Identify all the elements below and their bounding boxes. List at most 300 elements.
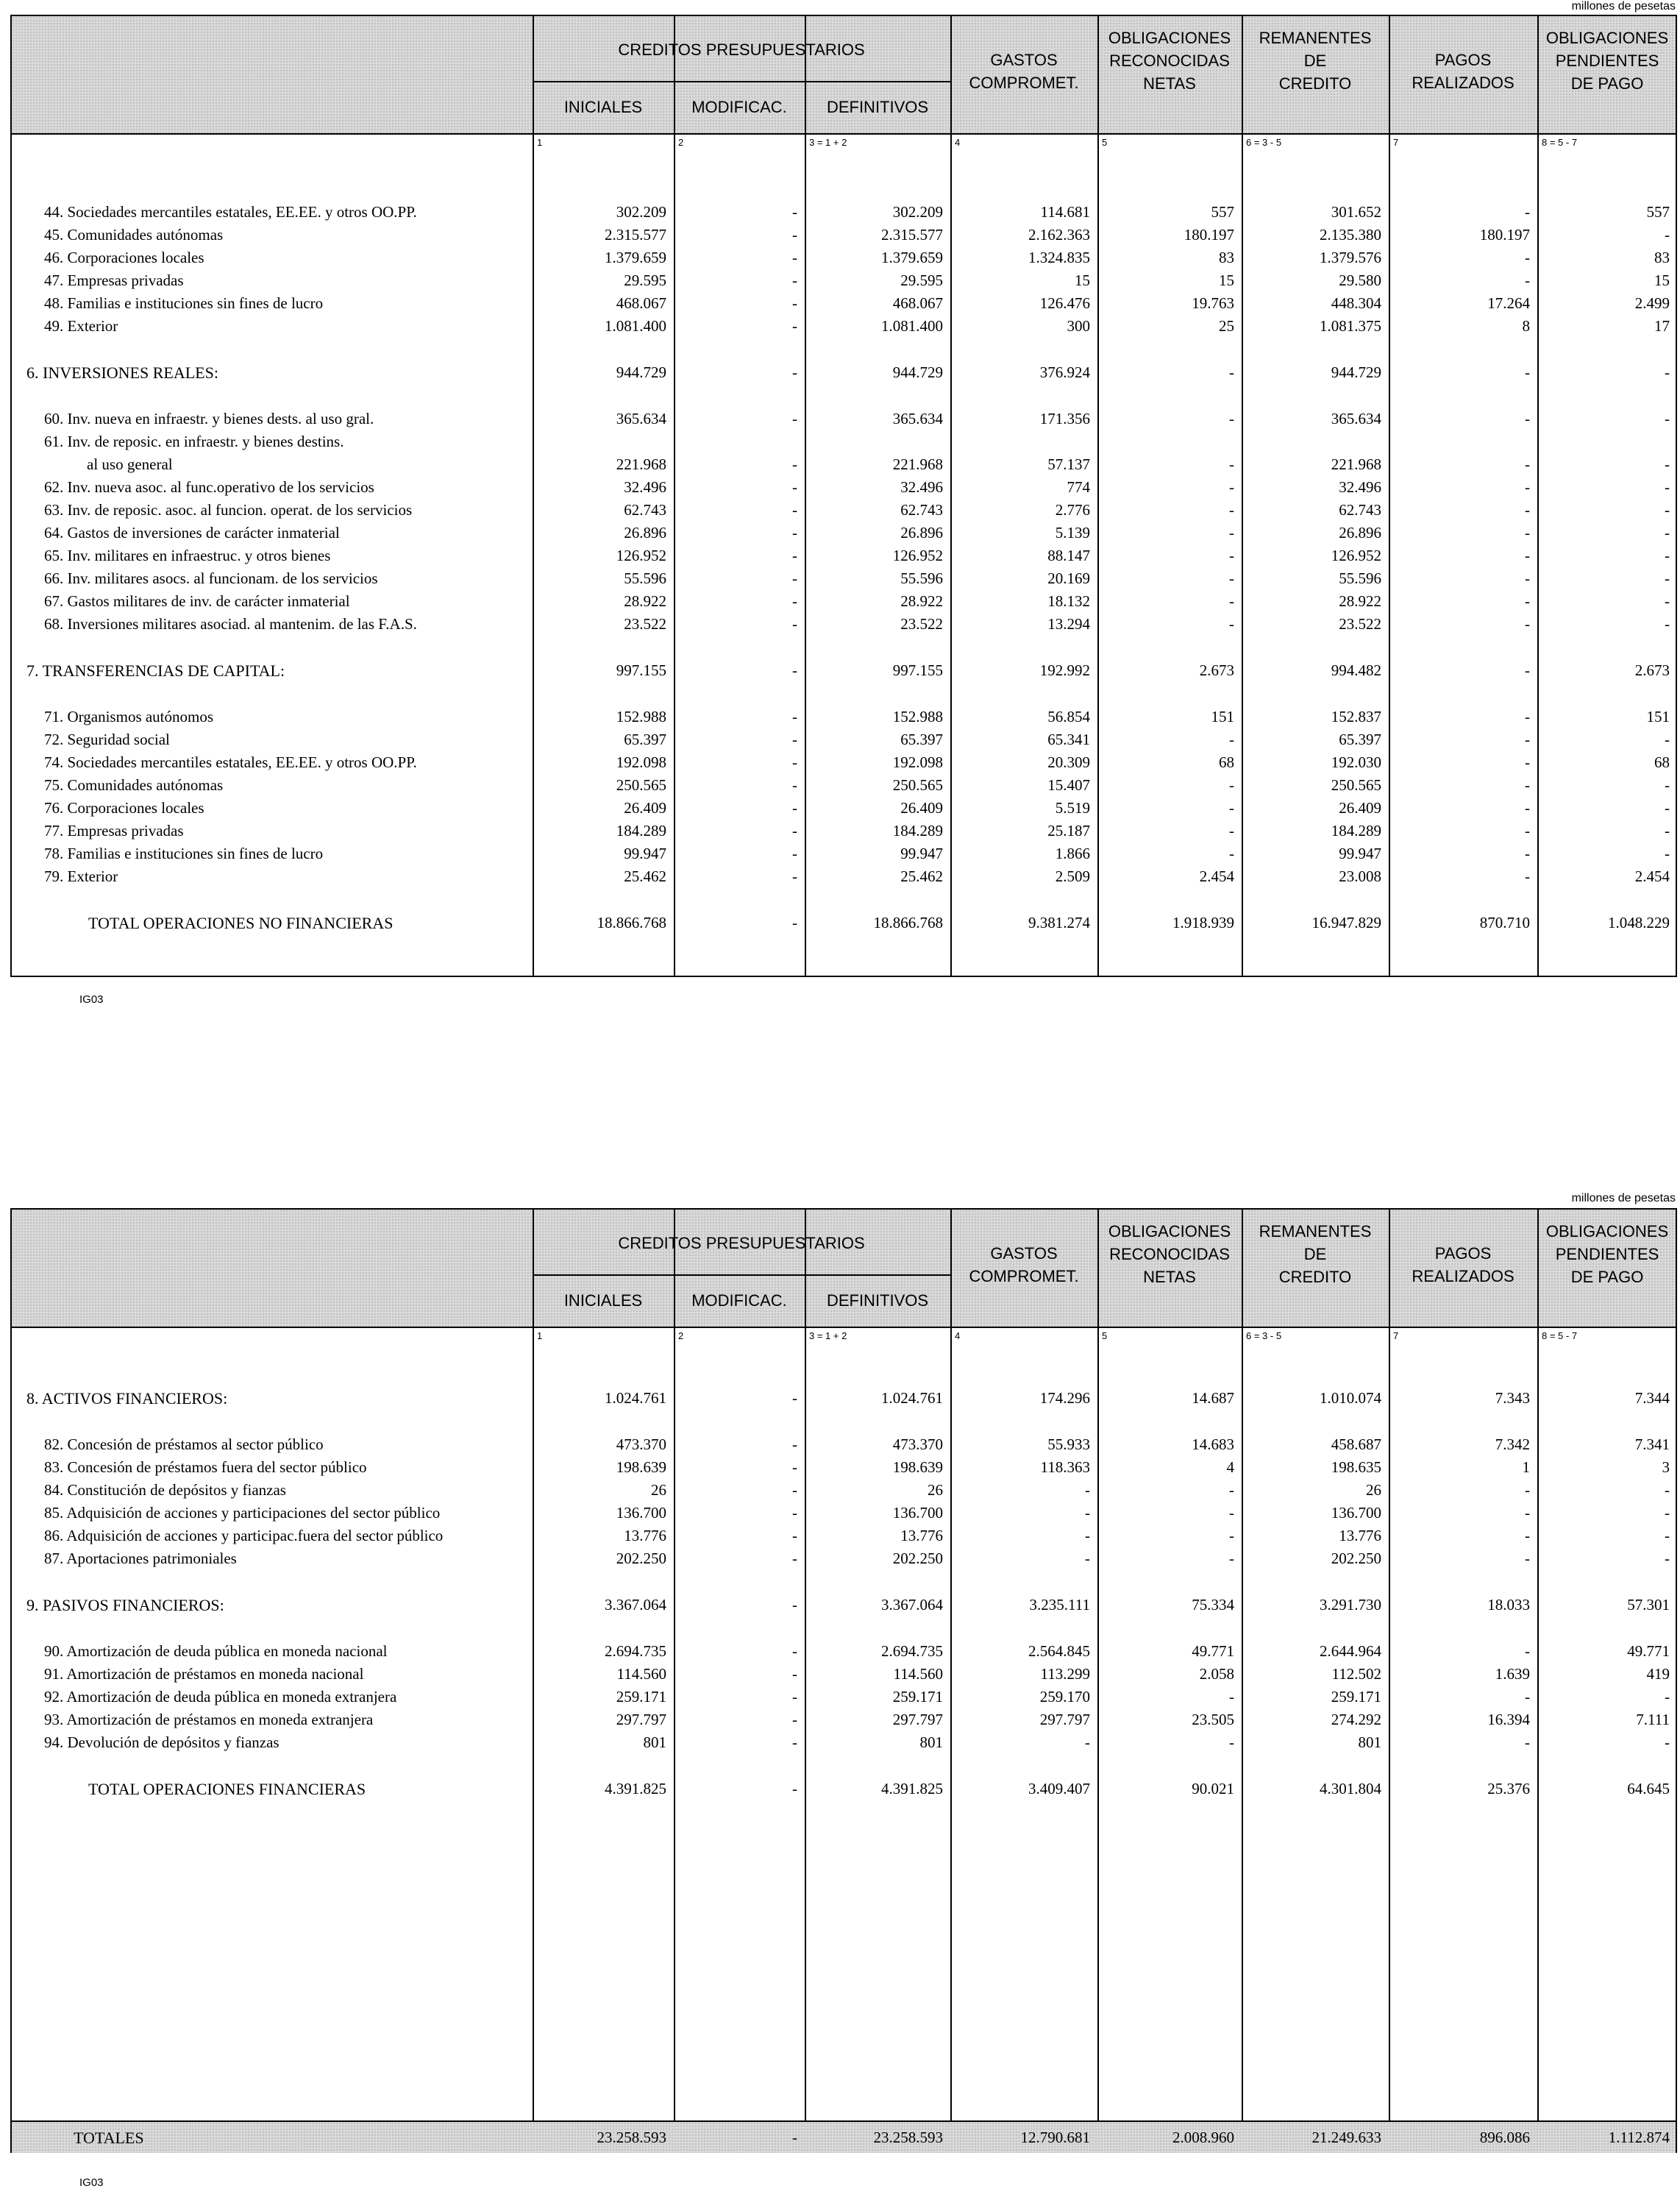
cell-value: 2.673	[1634, 661, 1670, 679]
header-modificac-line: MODIFICAC.	[691, 98, 787, 116]
table-row	[12, 820, 1676, 842]
cell-value: 62.743	[900, 501, 943, 519]
cell-value: -	[1665, 1481, 1670, 1499]
header-definitivos-line: DEFINITIVOS	[826, 1291, 929, 1310]
cell-value: -	[792, 501, 797, 519]
cell-value: 49.771	[1627, 1642, 1670, 1660]
cell-value: 774	[1067, 478, 1090, 496]
table-row	[12, 247, 1676, 269]
cell-value: -	[792, 753, 797, 771]
header-pendientes-line: DE PAGO	[1570, 74, 1644, 93]
cell-value: 944.729	[892, 363, 943, 381]
header-remanentes-line: REMANENTES	[1259, 1222, 1372, 1241]
cell-value: 1.918.939	[1172, 914, 1234, 931]
cell-value: -	[1665, 1688, 1670, 1706]
table-row	[12, 202, 1676, 223]
cell-value: -	[1525, 203, 1530, 221]
cell-value: -	[1525, 822, 1530, 840]
cell-value: 32.496	[900, 478, 943, 496]
header-pendientes	[1537, 26, 1677, 95]
cell-value: 152.837	[1331, 708, 1381, 725]
cell-value: -	[1525, 867, 1530, 885]
header-definitivos	[805, 1289, 950, 1312]
cell-value: -	[1665, 524, 1670, 542]
cell-value: -	[792, 478, 797, 496]
cell-value: -	[792, 1642, 797, 1660]
cell-value: 26.409	[1339, 799, 1381, 817]
cell-value: -	[1525, 501, 1530, 519]
cell-value: -	[792, 845, 797, 862]
cell-value: -	[1665, 615, 1670, 633]
row-label: 45. Comunidades autónomas	[44, 226, 224, 244]
cell-value: -	[792, 294, 797, 312]
header-divider	[533, 81, 950, 82]
cell-value: 2.499	[1634, 294, 1670, 312]
table-row	[12, 316, 1676, 337]
row-label: 87. Aportaciones patrimoniales	[44, 1550, 237, 1567]
column-number: 1	[537, 1330, 543, 1341]
cell-value: -	[1525, 731, 1530, 748]
cell-value: -	[1229, 731, 1234, 748]
cell-value: 1.048.229	[1608, 914, 1670, 931]
cell-value: -	[792, 708, 797, 725]
cell-value: 274.292	[1331, 1711, 1381, 1728]
cell-value: -	[1085, 1733, 1090, 1751]
cell-value: 13.294	[1047, 615, 1090, 633]
cell-value: 9.381.274	[1028, 914, 1090, 931]
row-label: 66. Inv. militares asocs. al funcionam. de los servicios	[44, 569, 378, 587]
cell-value: -	[1665, 1550, 1670, 1567]
grand-total-value: 23.258.593	[873, 2129, 943, 2146]
cell-value: 126.476	[1039, 294, 1090, 312]
cell-value: 3.409.407	[1028, 1780, 1090, 1797]
row-label: 9. PASIVOS FINANCIEROS:	[26, 1596, 224, 1614]
header-definitivos-line: DEFINITIVOS	[826, 98, 929, 116]
cell-value: -	[1229, 1733, 1234, 1751]
cell-value: -	[792, 249, 797, 266]
table-row	[12, 270, 1676, 291]
cell-value: 15	[1654, 271, 1670, 289]
cell-value: -	[1229, 776, 1234, 794]
cell-value: 557	[1646, 203, 1670, 221]
header-gastos-line: GASTOS	[990, 1244, 1058, 1263]
cell-value: -	[792, 1596, 797, 1614]
cell-value: 57.301	[1627, 1596, 1670, 1614]
cell-value: -	[792, 524, 797, 542]
cell-value: -	[1525, 1642, 1530, 1660]
header-pendientes-line: DE PAGO	[1570, 1268, 1644, 1286]
cell-value: 870.710	[1479, 914, 1530, 931]
column-number: 5	[1102, 137, 1108, 148]
cell-value: 23.522	[900, 615, 943, 633]
column-number: 2	[678, 1330, 684, 1341]
cell-value: -	[792, 867, 797, 885]
cell-value: 557	[1211, 203, 1234, 221]
cell-value: -	[1525, 753, 1530, 771]
header-iniciales	[533, 1289, 674, 1312]
row-label: 68. Inversiones militares asociad. al mantenim. de las F.A.S.	[44, 615, 417, 633]
cell-value: 198.639	[892, 1458, 943, 1476]
cell-value: 26	[928, 1481, 943, 1499]
cell-value: -	[1229, 1481, 1234, 1499]
cell-value: -	[1525, 547, 1530, 564]
header-obligaciones-line: OBLIGACIONES	[1108, 29, 1231, 47]
row-label: 64. Gastos de inversiones de carácter inmaterial	[44, 524, 340, 542]
cell-value: -	[1665, 410, 1670, 427]
table-row	[12, 545, 1676, 567]
row-label: 79. Exterior	[44, 867, 118, 885]
row-label: 75. Comunidades autónomas	[44, 776, 224, 794]
cell-value: 1.081.400	[605, 317, 666, 335]
cell-value: 419	[1646, 1665, 1670, 1683]
cell-value: 376.924	[1039, 363, 1090, 381]
cell-value: 114.560	[893, 1665, 943, 1683]
cell-value: 99.947	[1339, 845, 1381, 862]
cell-value: 300	[1067, 317, 1090, 335]
cell-value: -	[1229, 1688, 1234, 1706]
cell-value: -	[1665, 501, 1670, 519]
table-row	[12, 1434, 1676, 1455]
header-remanentes-line: DE	[1303, 1245, 1327, 1263]
cell-value: 25.187	[1047, 822, 1090, 840]
cell-value: 23.505	[1192, 1711, 1234, 1728]
budget-table-1	[10, 15, 1677, 977]
header-pagos-line: PAGOS	[1434, 1244, 1492, 1263]
table-row	[12, 1502, 1676, 1524]
cell-value: 2.776	[1055, 501, 1090, 519]
table-row	[12, 500, 1676, 521]
cell-value: 2.509	[1055, 867, 1090, 885]
cell-value: 20.309	[1047, 753, 1090, 771]
cell-value: -	[792, 1550, 797, 1567]
row-label: 7. TRANSFERENCIAS DE CAPITAL:	[26, 661, 285, 680]
cell-value: 1.081.400	[881, 317, 943, 335]
cell-value: 56.854	[1047, 708, 1090, 725]
cell-value: 1.639	[1495, 1665, 1530, 1683]
grand-total-value: 21.249.633	[1311, 2129, 1381, 2146]
cell-value: -	[1665, 455, 1670, 473]
cell-value: 259.171	[1331, 1688, 1381, 1706]
row-label: TOTAL OPERACIONES FINANCIERAS	[88, 1780, 366, 1798]
header-pagos-line: PAGOS	[1434, 51, 1492, 69]
cell-value: 192.992	[1039, 661, 1090, 679]
cell-value: 202.250	[892, 1550, 943, 1567]
cell-value: 3.235.111	[1029, 1596, 1090, 1614]
cell-value: 26.409	[624, 799, 666, 817]
cell-value: 2.454	[1199, 867, 1234, 885]
table-row	[12, 1480, 1676, 1501]
cell-value: -	[1229, 455, 1234, 473]
table-row	[12, 477, 1676, 498]
cell-value: 2.135.380	[1320, 226, 1381, 244]
header-creditos	[533, 38, 950, 61]
cell-value: 65.341	[1047, 731, 1090, 748]
cell-value: 301.652	[1331, 203, 1381, 221]
cell-value: 28.922	[900, 592, 943, 610]
cell-value: 83	[1654, 249, 1670, 266]
cell-value: -	[792, 914, 797, 931]
cell-value: -	[1665, 1527, 1670, 1544]
cell-value: -	[1229, 822, 1234, 840]
row-label: 62. Inv. nueva asoc. al func.operativo de los servicios	[44, 478, 374, 496]
cell-value: 68	[1654, 753, 1670, 771]
cell-value: 15.407	[1047, 776, 1090, 794]
table-row	[12, 1548, 1676, 1569]
cell-value: 65.397	[624, 731, 666, 748]
column-number: 6 = 3 - 5	[1246, 137, 1282, 148]
cell-value: 62.743	[1339, 501, 1381, 519]
cell-value: 297.797	[616, 1711, 666, 1728]
cell-value: 126.952	[616, 547, 666, 564]
cell-value: 801	[1358, 1733, 1381, 1751]
cell-value: -	[1229, 363, 1234, 381]
header-gastos-line: GASTOS	[990, 51, 1058, 69]
cell-value: 136.700	[892, 1504, 943, 1522]
grand-total-label: TOTALES	[74, 2129, 144, 2147]
header-iniciales-line: INICIALES	[563, 98, 643, 116]
header-obligaciones	[1097, 1220, 1242, 1288]
cell-value: -	[1525, 799, 1530, 817]
cell-value: -	[1229, 1504, 1234, 1522]
cell-value: 7.111	[1636, 1711, 1670, 1728]
grand-total-value: 2.008.960	[1172, 2129, 1234, 2146]
cell-value: 2.694.735	[605, 1642, 666, 1660]
cell-value: 250.565	[892, 776, 943, 794]
row-label: 44. Sociedades mercantiles estatales, EE.EE. y otros OO.PP.	[44, 203, 417, 221]
cell-value: -	[792, 569, 797, 587]
cell-value: 13.776	[624, 1527, 666, 1544]
row-label: 82. Concesión de préstamos al sector público	[44, 1435, 324, 1453]
cell-value: 2.315.577	[881, 226, 943, 244]
cell-value: 2.673	[1199, 661, 1234, 679]
cell-value: -	[1665, 592, 1670, 610]
cell-value: 250.565	[1331, 776, 1381, 794]
header-remanentes-line: CREDITO	[1278, 1268, 1352, 1286]
cell-value: 99.947	[624, 845, 666, 862]
header-obligaciones	[1097, 26, 1242, 95]
cell-value: -	[1229, 501, 1234, 519]
header-creditos-line: CREDITOS PRESUPUESTARIOS	[618, 40, 865, 59]
cell-value: 192.098	[892, 753, 943, 771]
table-row	[12, 752, 1676, 773]
chapter-row	[12, 1594, 1676, 1616]
cell-value: -	[792, 661, 797, 679]
header-obligaciones-line: RECONOCIDAS	[1109, 1245, 1230, 1263]
row-label: 48. Familias e instituciones sin fines de lucro	[44, 294, 324, 312]
cell-value: -	[792, 271, 797, 289]
cell-value: 184.289	[616, 822, 666, 840]
table-row	[12, 454, 1676, 475]
row-label: 92. Amortización de deuda pública en moneda extranjera	[44, 1688, 397, 1706]
row-label: 49. Exterior	[44, 317, 118, 335]
row-label: 8. ACTIVOS FINANCIEROS:	[26, 1389, 228, 1408]
cell-value: 29.595	[900, 271, 943, 289]
cell-value: 259.170	[1039, 1688, 1090, 1706]
cell-value: 152.988	[892, 708, 943, 725]
cell-value: 64.645	[1627, 1780, 1670, 1797]
cell-value: -	[1229, 547, 1234, 564]
cell-value: 113.299	[1040, 1665, 1090, 1683]
cell-value: 297.797	[1039, 1711, 1090, 1728]
cell-value: -	[792, 1665, 797, 1683]
cell-value: 49.771	[1192, 1642, 1234, 1660]
header-definitivos	[805, 96, 950, 118]
cell-value: 26.896	[624, 524, 666, 542]
cell-value: 26.409	[900, 799, 943, 817]
page-code: IG03	[79, 993, 104, 1006]
cell-value: 65.397	[900, 731, 943, 748]
cell-value: 25.462	[900, 867, 943, 885]
table-row	[12, 866, 1676, 887]
cell-value: 29.595	[624, 271, 666, 289]
table-row	[12, 798, 1676, 819]
cell-value: -	[1525, 845, 1530, 862]
cell-value: 1.379.659	[605, 249, 666, 266]
row-label: 67. Gastos militares de inv. de carácter inmaterial	[44, 592, 350, 610]
cell-value: -	[792, 1481, 797, 1499]
header-remanentes-line: REMANENTES	[1259, 29, 1372, 47]
grand-total-value: 12.790.681	[1020, 2129, 1090, 2146]
cell-value: -	[1229, 410, 1234, 427]
cell-value: 1.379.659	[881, 249, 943, 266]
cell-value: -	[1525, 1527, 1530, 1544]
header-pendientes-line: PENDIENTES	[1555, 1245, 1659, 1263]
row-label: 74. Sociedades mercantiles estatales, EE.EE. y otros OO.PP.	[44, 753, 417, 771]
cell-value: -	[1665, 731, 1670, 748]
cell-value: 26	[1366, 1481, 1381, 1499]
row-label: 61. Inv. de reposic. en infraestr. y bienes destins.	[44, 433, 344, 450]
grand-total-row	[12, 2120, 1676, 2153]
header-pagos-line: REALIZADOS	[1412, 1267, 1515, 1285]
cell-value: 25	[1219, 317, 1234, 335]
cell-value: 17	[1654, 317, 1670, 335]
cell-value: 180.197	[1184, 226, 1234, 244]
cell-value: 90.021	[1192, 1780, 1234, 1797]
column-number: 5	[1102, 1330, 1108, 1341]
cell-value: -	[1525, 363, 1530, 381]
row-label: 60. Inv. nueva en infraestr. y bienes dests. al uso gral.	[44, 410, 374, 427]
cell-value: 136.700	[616, 1504, 666, 1522]
cell-value: 473.370	[616, 1435, 666, 1453]
cell-value: -	[1665, 822, 1670, 840]
cell-value: 4.391.825	[881, 1780, 943, 1797]
page-code-2: IG03	[79, 2176, 104, 2189]
header-pendientes-line: PENDIENTES	[1555, 52, 1659, 70]
cell-value: -	[792, 1458, 797, 1476]
cell-value: -	[1665, 547, 1670, 564]
cell-value: 55.596	[900, 569, 943, 587]
cell-value: 23.008	[1339, 867, 1381, 885]
cell-value: -	[1525, 249, 1530, 266]
unit-label: millones de pesetas	[1571, 0, 1676, 13]
header-remanentes-line: CREDITO	[1278, 74, 1352, 93]
cell-value: 468.067	[892, 294, 943, 312]
cell-value: -	[1665, 845, 1670, 862]
cell-value: 2.162.363	[1028, 226, 1090, 244]
cell-value: 14.687	[1192, 1389, 1234, 1407]
cell-value: 23.522	[1339, 615, 1381, 633]
chapter-row	[12, 660, 1676, 681]
header-gastos-line: COMPROMET.	[969, 1267, 1079, 1285]
cell-value: -	[792, 1733, 797, 1751]
cell-value: 4.391.825	[605, 1780, 666, 1797]
cell-value: 55.596	[1339, 569, 1381, 587]
cell-value: -	[1525, 708, 1530, 725]
cell-value: 997.155	[616, 661, 666, 679]
cell-value: -	[1229, 845, 1234, 862]
cell-value: 14.683	[1192, 1435, 1234, 1453]
row-label: 65. Inv. militares en infraestruc. y otros bienes	[44, 547, 331, 564]
cell-value: 3.367.064	[605, 1596, 666, 1614]
cell-value: 7.341	[1634, 1435, 1670, 1453]
column-number: 7	[1393, 137, 1399, 148]
column-number: 3 = 1 + 2	[809, 137, 847, 148]
cell-value: 1	[1522, 1458, 1530, 1476]
row-label: 46. Corporaciones locales	[44, 249, 204, 266]
cell-value: 2.644.964	[1320, 1642, 1381, 1660]
cell-value: 184.289	[1331, 822, 1381, 840]
cell-value: -	[1525, 478, 1530, 496]
cell-value: -	[1525, 592, 1530, 610]
table-row	[12, 729, 1676, 750]
cell-value: 198.639	[616, 1458, 666, 1476]
table-row	[12, 1709, 1676, 1731]
cell-value: -	[792, 731, 797, 748]
cell-value: -	[792, 776, 797, 794]
cell-value: 202.250	[1331, 1550, 1381, 1567]
cell-value: 23.522	[624, 615, 666, 633]
cell-value: -	[1229, 524, 1234, 542]
cell-value: 83	[1219, 249, 1234, 266]
cell-value: 1.324.835	[1028, 249, 1090, 266]
row-label: 78. Familias e instituciones sin fines de lucro	[44, 845, 324, 862]
column-number: 8 = 5 - 7	[1542, 137, 1578, 148]
header-modificac-line: MODIFICAC.	[691, 1291, 787, 1310]
header-gastos	[950, 49, 1097, 94]
cell-value: -	[792, 592, 797, 610]
cell-value: 26	[651, 1481, 666, 1499]
header-obligaciones-line: NETAS	[1143, 74, 1196, 93]
cell-value: 2.058	[1199, 1665, 1234, 1683]
cell-value: 88.147	[1047, 547, 1090, 564]
header-creditos	[533, 1232, 950, 1254]
header-iniciales	[533, 96, 674, 118]
cell-value: 18.866.768	[597, 914, 666, 931]
cell-value: 1.010.074	[1320, 1389, 1381, 1407]
header-gastos-line: COMPROMET.	[969, 74, 1079, 92]
header-modificac	[674, 96, 805, 118]
cell-value: -	[1665, 569, 1670, 587]
cell-value: 801	[643, 1733, 666, 1751]
row-label: 77. Empresas privadas	[44, 822, 184, 840]
table-row	[12, 408, 1676, 430]
cell-value: -	[1665, 1504, 1670, 1522]
cell-value: -	[1229, 592, 1234, 610]
grand-total-value: 896.086	[1479, 2129, 1530, 2146]
table-row	[12, 224, 1676, 246]
cell-value: -	[792, 1711, 797, 1728]
cell-value: -	[1229, 615, 1234, 633]
cell-value: 365.634	[616, 410, 666, 427]
row-label: TOTAL OPERACIONES NO FINANCIERAS	[88, 914, 394, 932]
table-row	[12, 614, 1676, 635]
cell-value: -	[1525, 1733, 1530, 1751]
cell-value: 25.462	[624, 867, 666, 885]
cell-value: 198.635	[1331, 1458, 1381, 1476]
chapter-row	[12, 362, 1676, 383]
cell-value: 55.596	[624, 569, 666, 587]
cell-value: 3.291.730	[1320, 1596, 1381, 1614]
